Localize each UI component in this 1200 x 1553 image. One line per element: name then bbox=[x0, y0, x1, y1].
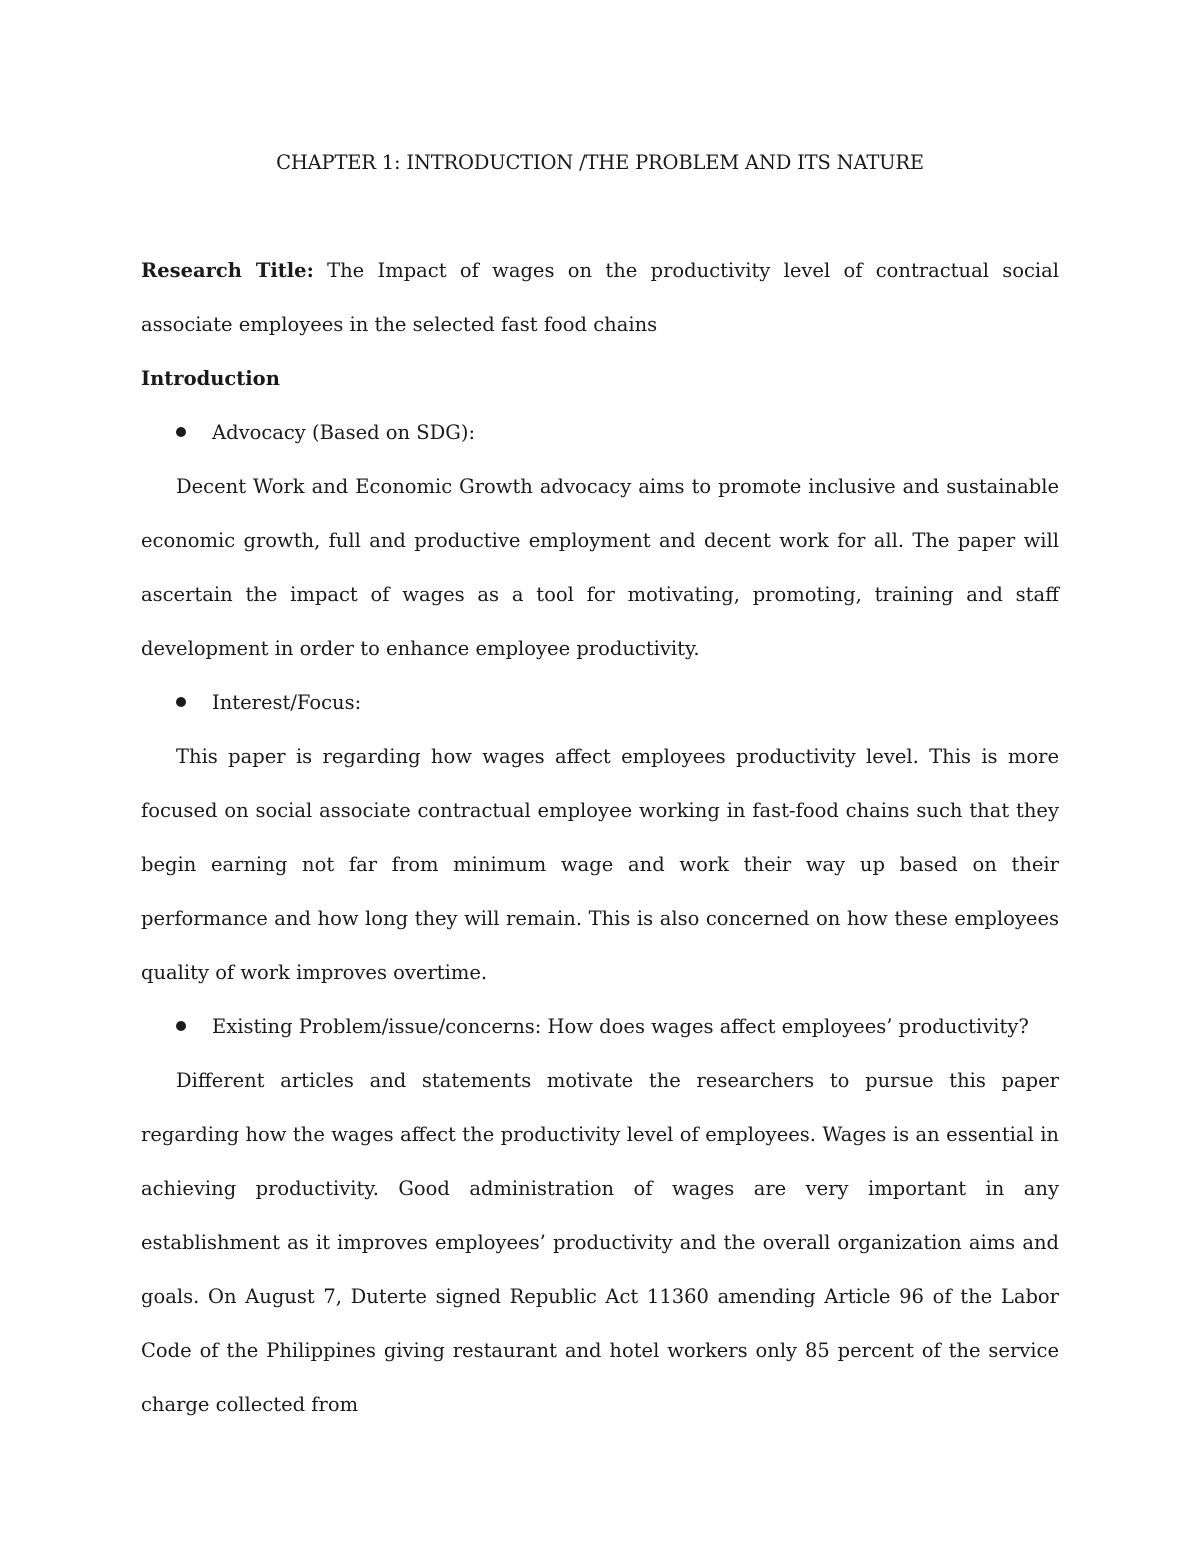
bullet-interest-text: Interest/Focus: bbox=[212, 691, 362, 714]
problem-paragraph: Different articles and statements motivate the researchers to pursue this paper regarding how the wages affect the productivity level of employees. Wages is an essential in achieving productivity. Good administration of wages are very important in any establishment as it improves employees’ productivity and the overall organization aims and goals. On August 7, Duterte signed Republic Act 11360 amending Article 96 of the Labor Code of the Philippines giving restaurant and hotel workers only 85 percent of the service charge collected from bbox=[141, 1069, 1059, 1416]
document-body bbox=[141, 136, 1059, 1432]
research-title-text: The Impact of wages on the productivity level of contractual social associate employees in the selected fast food chains bbox=[141, 259, 1060, 336]
interest-paragraph: This paper is regarding how wages affect employees productivity level. This is more focused on social associate contractual employee working in fast-food chains such that they begin earning not far from minimum wage and work their way up based on their performance and how long they will remain. This is also concerned on how these employees quality of work improves overtime. bbox=[141, 745, 1059, 984]
bullet-dot-icon bbox=[176, 427, 186, 437]
bullet-problem bbox=[141, 1000, 1059, 1054]
bullet-advocacy-text: Advocacy (Based on SDG): bbox=[212, 421, 476, 444]
bullet-interest bbox=[141, 676, 1059, 730]
research-title-label: Research Title: bbox=[141, 259, 314, 282]
bullet-dot-icon bbox=[176, 1021, 186, 1031]
chapter-heading: CHAPTER 1: INTRODUCTION /THE PROBLEM AND ITS NATURE bbox=[276, 151, 924, 174]
advocacy-paragraph: Decent Work and Economic Growth advocacy aims to promote inclusive and sustainable economic growth, full and productive employment and decent work for all. The paper will ascertain the impact of wages as a tool for motivating, promoting, training and staff development in order to enhance employee productivity. bbox=[141, 475, 1059, 660]
research-title-paragraph bbox=[141, 244, 1059, 352]
bullet-advocacy bbox=[141, 406, 1059, 460]
introduction-heading: Introduction bbox=[141, 367, 280, 390]
bullet-problem-text: Existing Problem/issue/concerns: How does wages affect employees’ productivity? bbox=[212, 1015, 1029, 1038]
bullet-dot-icon bbox=[176, 697, 186, 707]
